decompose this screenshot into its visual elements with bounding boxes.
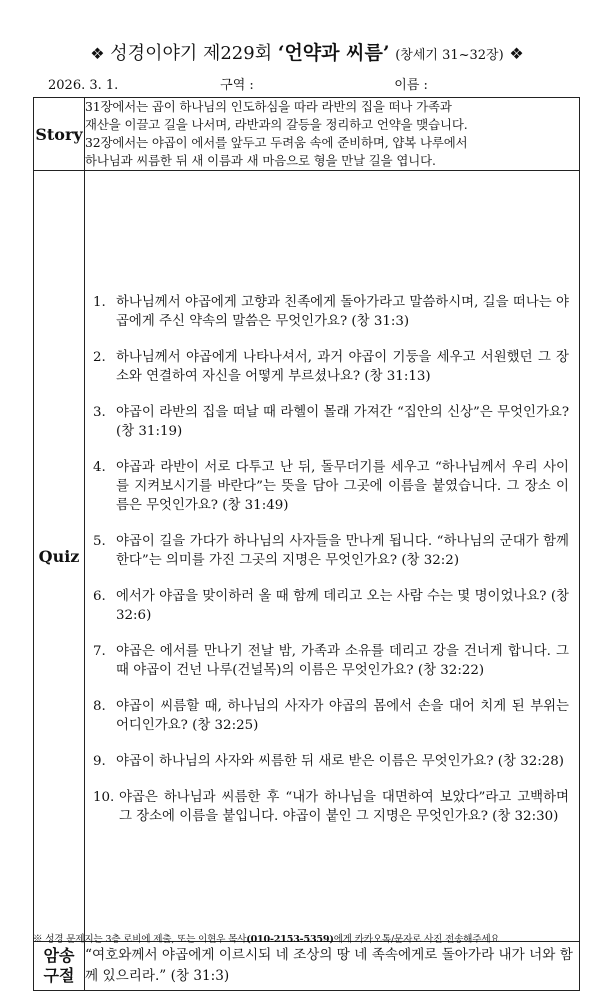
question-text: 야곱이 하나님의 사자와 씨름한 뒤 새로 받은 이름은 무엇인가요? (창 32:28) [116, 753, 565, 769]
question-item [85, 458, 579, 515]
series-label: 성경이야기 제229회 [110, 43, 273, 64]
question-text: 야곱이 씨름할 때, 하나님의 사자가 야곱의 몸에서 손을 대어 치게 된 부위는 어디인가요? (창 32:25) [116, 698, 569, 733]
question-text: 야곱과 라반이 서로 다투고 난 뒤, 돌무더기를 세우고 “하나님께서 우리 사이를 지켜보시기를 바란다”는 뜻을 담아 그곳에 이름을 붙였습니다. 그 장소 이름은 무엇인가요? (창 31:49) [116, 459, 569, 513]
footer-note [33, 931, 499, 945]
question-number: 1. [93, 294, 106, 310]
memory-verse-row [34, 942, 580, 991]
memory-verse-label [34, 942, 85, 991]
question-text: 하나님께서 야곱에게 고향과 친족에게 돌아가라고 말씀하시며, 길을 떠나는 야곱에게 주신 약속의 말씀은 무엇인가요? (창 31:3) [116, 294, 569, 329]
question-number: 4. [93, 459, 106, 475]
area-field-label: 구역 : [220, 78, 254, 93]
page-title [0, 38, 614, 65]
name-field-label: 이름 : [394, 78, 428, 93]
question-item [85, 788, 579, 826]
worksheet-table [33, 97, 580, 991]
question-text: 에서가 야곱을 맞이하러 올 때 함께 데리고 오는 사람 수는 몇 명이었나요? (창 32:6) [116, 588, 569, 623]
question-text: 야곱이 라반의 집을 떠날 때 라헬이 몰래 가져간 “집안의 신상”은 무엇인가요? (창 31:19) [116, 404, 569, 439]
memory-label-line: 암송 [43, 946, 75, 965]
question-text: 하나님께서 야곱에게 나타나셔서, 과거 야곱이 기둥을 세우고 서원했던 그 장소와 연결하여 자신을 어떻게 부르셨나요? (창 31:13) [116, 349, 569, 384]
question-number: 10. [93, 789, 115, 805]
story-line: 32장에서는 야곱이 에서를 앞두고 두려움 속에 준비하며, 얍복 나루에서 [85, 135, 468, 150]
lesson-title: ‘언약과 씨름’ [277, 42, 390, 64]
meta-line [48, 74, 428, 93]
story-row [34, 98, 580, 171]
question-item [85, 348, 579, 386]
story-text [85, 98, 580, 171]
quiz-row [34, 171, 580, 942]
diamond-icon: ❖ [90, 44, 105, 63]
question-item [85, 293, 579, 331]
question-item [85, 752, 579, 771]
question-item [85, 403, 579, 441]
footer-suffix: 에게 카카오톡/문자로 사진 전송해주세요 [333, 934, 500, 945]
quiz-questions [85, 171, 580, 942]
memory-label-line: 구절 [43, 966, 75, 985]
question-number: 2. [93, 349, 106, 365]
question-list [85, 293, 579, 826]
question-item [85, 697, 579, 735]
question-item [85, 642, 579, 680]
diamond-icon: ❖ [509, 44, 524, 63]
question-text: 야곱이 길을 가다가 하나님의 사자들을 만나게 됩니다. “하나님의 군대가 함께한다”는 의미를 가진 그곳의 지명은 무엇인가요? (창 32:2) [116, 533, 569, 568]
story-label: Story [34, 98, 85, 171]
question-item [85, 532, 579, 570]
question-text: 야곱은 하나님과 씨름한 후 “내가 하나님을 대면하여 보았다”라고 고백하며 그 장소에 이름을 붙입니다. 야곱이 붙인 그 지명은 무엇인가요? (창 32:30) [119, 789, 569, 824]
question-number: 9. [93, 753, 106, 769]
story-line: 재산을 이끌고 길을 나서며, 라반과의 갈등을 정리하고 언약을 맺습니다. [85, 117, 468, 132]
question-number: 5. [93, 533, 106, 549]
memory-verse-text: “여호와께서 야곱에게 이르시되 네 조상의 땅 네 족속에게로 돌아가라 내가 너와 함께 있으리라.” (창 31:3) [85, 942, 580, 991]
scripture-reference: (창세기 31~32장) [395, 48, 504, 63]
question-number: 7. [93, 643, 106, 659]
date: 2026. 3. 1. [48, 78, 119, 93]
footer-phone: (010-2153-5359) [246, 934, 334, 945]
question-number: 8. [93, 698, 106, 714]
question-text: 야곱은 에서를 만나기 전날 밤, 가족과 소유를 데리고 강을 건너게 합니다. 그때 야곱이 건넌 나루(건널목)의 이름은 무엇인가요? (창 32:22) [116, 643, 569, 678]
question-item [85, 587, 579, 625]
question-number: 6. [93, 588, 106, 604]
footer-prefix: ※ 성경 문제지는 3층 로비에 제출, 또는 이현우 목사 [33, 934, 247, 945]
quiz-label: Quiz [34, 171, 85, 942]
story-line: 하나님과 씨름한 뒤 새 이름과 새 마음으로 형을 만날 길을 엽니다. [85, 153, 436, 168]
story-line: 31장에서는 곱이 하나님의 인도하심을 따라 라반의 집을 떠나 가족과 [85, 99, 452, 114]
question-number: 3. [93, 404, 106, 420]
